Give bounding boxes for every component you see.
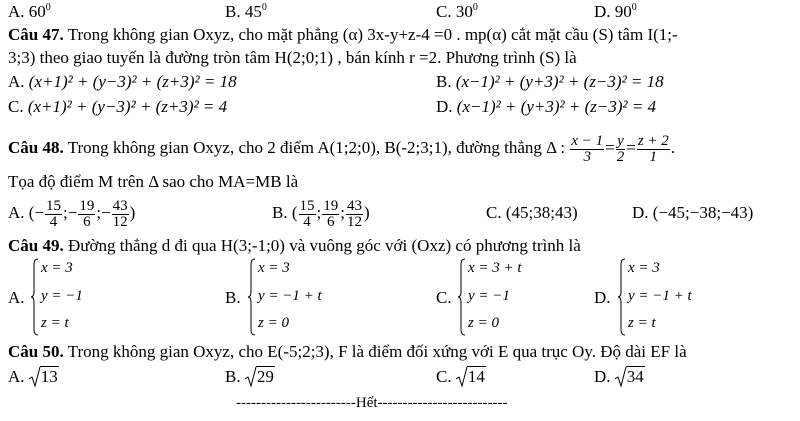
end-marker: ------------------------Hết--------------------------: [236, 395, 508, 411]
q46-option-d: D. $90^0$: [594, 2, 637, 21]
q48-frac-z: $\frac{z + 2}{1}$: [637, 132, 669, 165]
q50-stem: Câu 50. Trong không gian Oxyz, cho E(-5;2;3), F là điểm đối xứng với E qua trục Oy. Độ dài EF là: [8, 342, 687, 361]
q49-stem: Câu 49. Đường thẳng d đi qua H(3;-1;0) và vuông góc với (Oxz) có phương trình là: [8, 236, 581, 255]
q50-option-d: D. 34: [594, 367, 644, 386]
q50-option-b: B. 29: [225, 367, 274, 386]
q48-option-d: D. (−45;−38;−43): [632, 203, 754, 222]
q48-stem: Câu 48. Trong không gian Oxyz, cho 2 điểm A(1;2;0), B(-2;3;1), đường thẳng Δ : $\frac{x - 1}{3}$ = $\frac{y}{2}$ = $\frac{z + 2}{1}$ .: [8, 132, 676, 165]
q48-frac-x: $\frac{x - 1}{3}$: [571, 132, 604, 165]
q47-option-d: D. (x−1)² + (y+3)² + (z−3)² = 4: [436, 97, 657, 116]
q49-option-a-label: A.: [8, 288, 25, 307]
q49-option-d-system: x = 3 y = −1 + t z = t: [618, 258, 728, 338]
q47-option-b: B. (x−1)² + (y+3)² + (z−3)² = 18: [436, 72, 664, 91]
q50-option-a: A. 13: [8, 367, 58, 386]
q50-option-c: C. 14: [436, 367, 485, 386]
q48-option-a: A. (− $\frac{15}{4}$ ;− $\frac{19}{6}$ ;− $\frac{43}{12}$ ): [8, 197, 136, 230]
q48-option-b: B. ( $\frac{15}{4}$ ; $\frac{19}{6}$ ; $\frac{43}{12}$ ): [272, 197, 370, 230]
q49-option-c-system: x = 3 + t y = −1 z = 0: [458, 258, 568, 338]
q49-option-b-label: B.: [225, 288, 241, 307]
q49-option-c-label: C.: [436, 288, 452, 307]
q49-option-d-label: D.: [594, 288, 611, 307]
q48-line2: Tọa độ điểm M trên Δ sao cho MA=MB là: [8, 172, 299, 191]
q49-option-b-system: x = 3 y = −1 + t z = 0: [248, 258, 358, 338]
q47-stem-line2: 3;3) theo giao tuyến là đường tròn tâm H(2;0;1) , bán kính r =2. Phương trình (S) là: [8, 48, 577, 67]
q48-frac-y: $\frac{y}{2}$: [616, 132, 625, 165]
q47-stem-line1: Câu 47. Trong không gian Oxyz, cho mặt phẳng (α) 3x-y+z-4 =0 . mp(α) cắt mặt cầu (S) tâm I(1;-: [8, 25, 678, 44]
q47-option-a: A. (x+1)² + (y−3)² + (z+3)² = 18: [8, 72, 237, 91]
q46-option-c: C. $30^0$: [436, 2, 478, 21]
q48-option-c: C. (45;38;43): [486, 203, 578, 222]
q46-option-b: B. $45^0$: [225, 2, 267, 21]
q49-option-a-system: x = 3 y = −1 z = t: [31, 258, 131, 338]
q47-option-c: C. (x+1)² + (y−3)² + (z+3)² = 4: [8, 97, 228, 116]
q46-option-a: A. $60^0$: [8, 2, 51, 21]
